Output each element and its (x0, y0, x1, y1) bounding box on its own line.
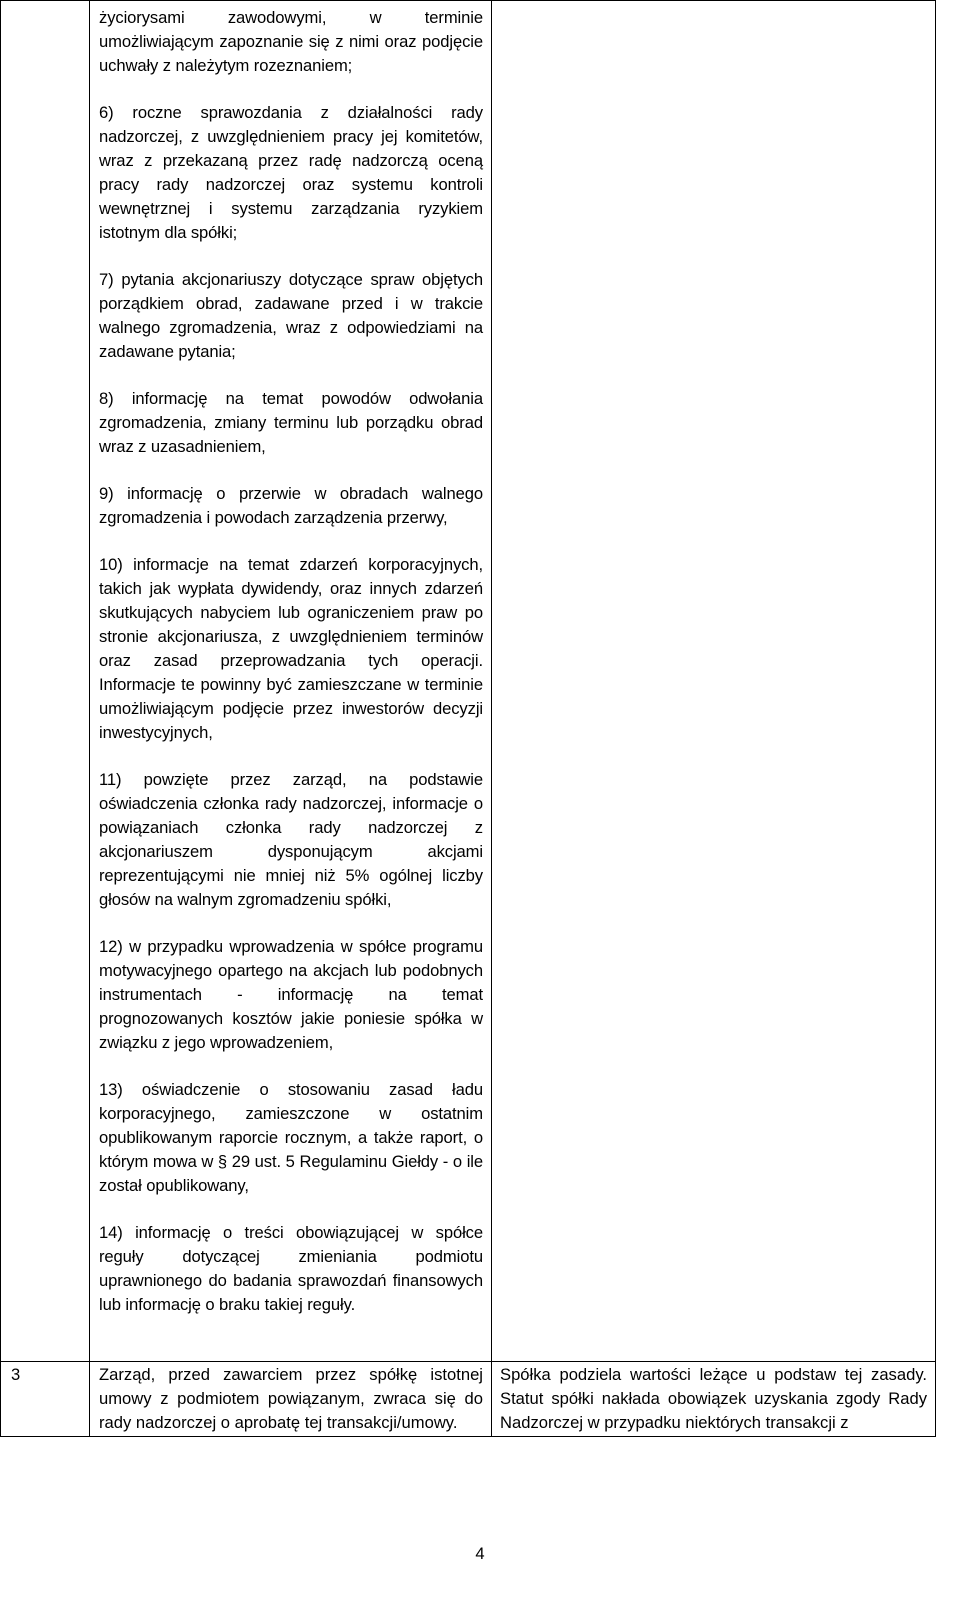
list-item: 14) informację o treści obowiązującej w spółce reguły dotyczącej zmieniania podmiotu uprawnionego do badania sprawozdań finansowych lub informację o braku takiej reguły. (99, 1223, 483, 1314)
comment-cell (492, 1362, 936, 1437)
list-item: 9) informację o przerwie w obradach walnego zgromadzenia i powodach zarządzenia przerwy, (99, 484, 483, 527)
principle-cell (90, 1, 492, 1362)
number-cell (1, 1, 90, 1362)
list-item: 12) w przypadku wprowadzenia w spółce programu motywacyjnego opartego na akcjach lub podobnych instrumentach - informację na temat prognozowanych kosztów jakie poniesie spółka w związku z jego wprowadzeniem, (99, 937, 483, 1052)
list-item: 10) informacje na temat zdarzeń korporacyjnych, takich jak wypłata dywidendy, oraz innych zdarzeń skutkujących nabyciem lub ograniczeniem praw po stronie akcjonariusza, z uwzględnieniem terminów oraz zasad przeprowadzania tych operacji. Informacje te powinny być zamieszczane w terminie umożliwiającym podjęcie przez inwestorów decyzji inwestycyjnych, (99, 555, 483, 742)
list-item: życiorysami zawodowymi, w terminie umożliwiającym zapoznanie się z nimi oraz podjęcie uchwały z należytym rozeznaniem; (99, 8, 483, 75)
list-item: 7) pytania akcjonariuszy dotyczące spraw objętych porządkiem obrad, zadawane przed i w trakcie walnego zgromadzenia, wraz z odpowiedziami na zadawane pytania; (99, 270, 483, 361)
number-cell (1, 1362, 90, 1437)
table-row (1, 1362, 936, 1437)
list-item: 6) roczne sprawozdania z działalności rady nadzorczej, z uwzględnieniem pracy jej komitetów, wraz z przekazaną przez radę nadzorczą oceną pracy rady nadzorczej oraz systemu kontroli wewnętrznej i systemu zarządzania ryzykiem istotnym dla spółki; (99, 103, 483, 242)
company-comment: Spółka podziela wartości leżące u podstaw tej zasady. Statut spółki nakłada obowiązek uzyskania zgody Rady Nadzorczej w przypadku niektórych transakcji z (500, 1365, 927, 1432)
list-item: 8) informację na temat powodów odwołania zgromadzenia, zmiany terminu lub porządku obrad wraz z uzasadnieniem, (99, 389, 483, 456)
list-item: 11) powzięte przez zarząd, na podstawie oświadczenia członka rady nadzorczej, informacje o powiązaniach członka rady nadzorczej z akcjonariuszem dysponującym akcjami reprezentującymi nie mniej niż 5% ogólnej liczby głosów na walnym zgromadzeniu spółki, (99, 770, 483, 909)
principle-text: Zarząd, przed zawarciem przez spółkę istotnej umowy z podmiotem powiązanym, zwraca się do rady nadzorczej o aprobatę tej transakcji/umowy. (99, 1365, 483, 1432)
principle-list (90, 1, 491, 1317)
principle-cell (90, 1362, 492, 1437)
comment-cell (492, 1, 936, 1362)
page-number: 4 (475, 1544, 485, 1563)
principle-number: 3 (11, 1365, 21, 1384)
list-item: 13) oświadczenie o stosowaniu zasad ładu korporacyjnego, zamieszczone w ostatnim opublikowanym raporcie rocznym, a także raport, o którym mowa w § 29 ust. 5 Regulaminu Giełdy - o ile został opublikowany, (99, 1080, 483, 1195)
table-row (1, 1, 936, 1362)
